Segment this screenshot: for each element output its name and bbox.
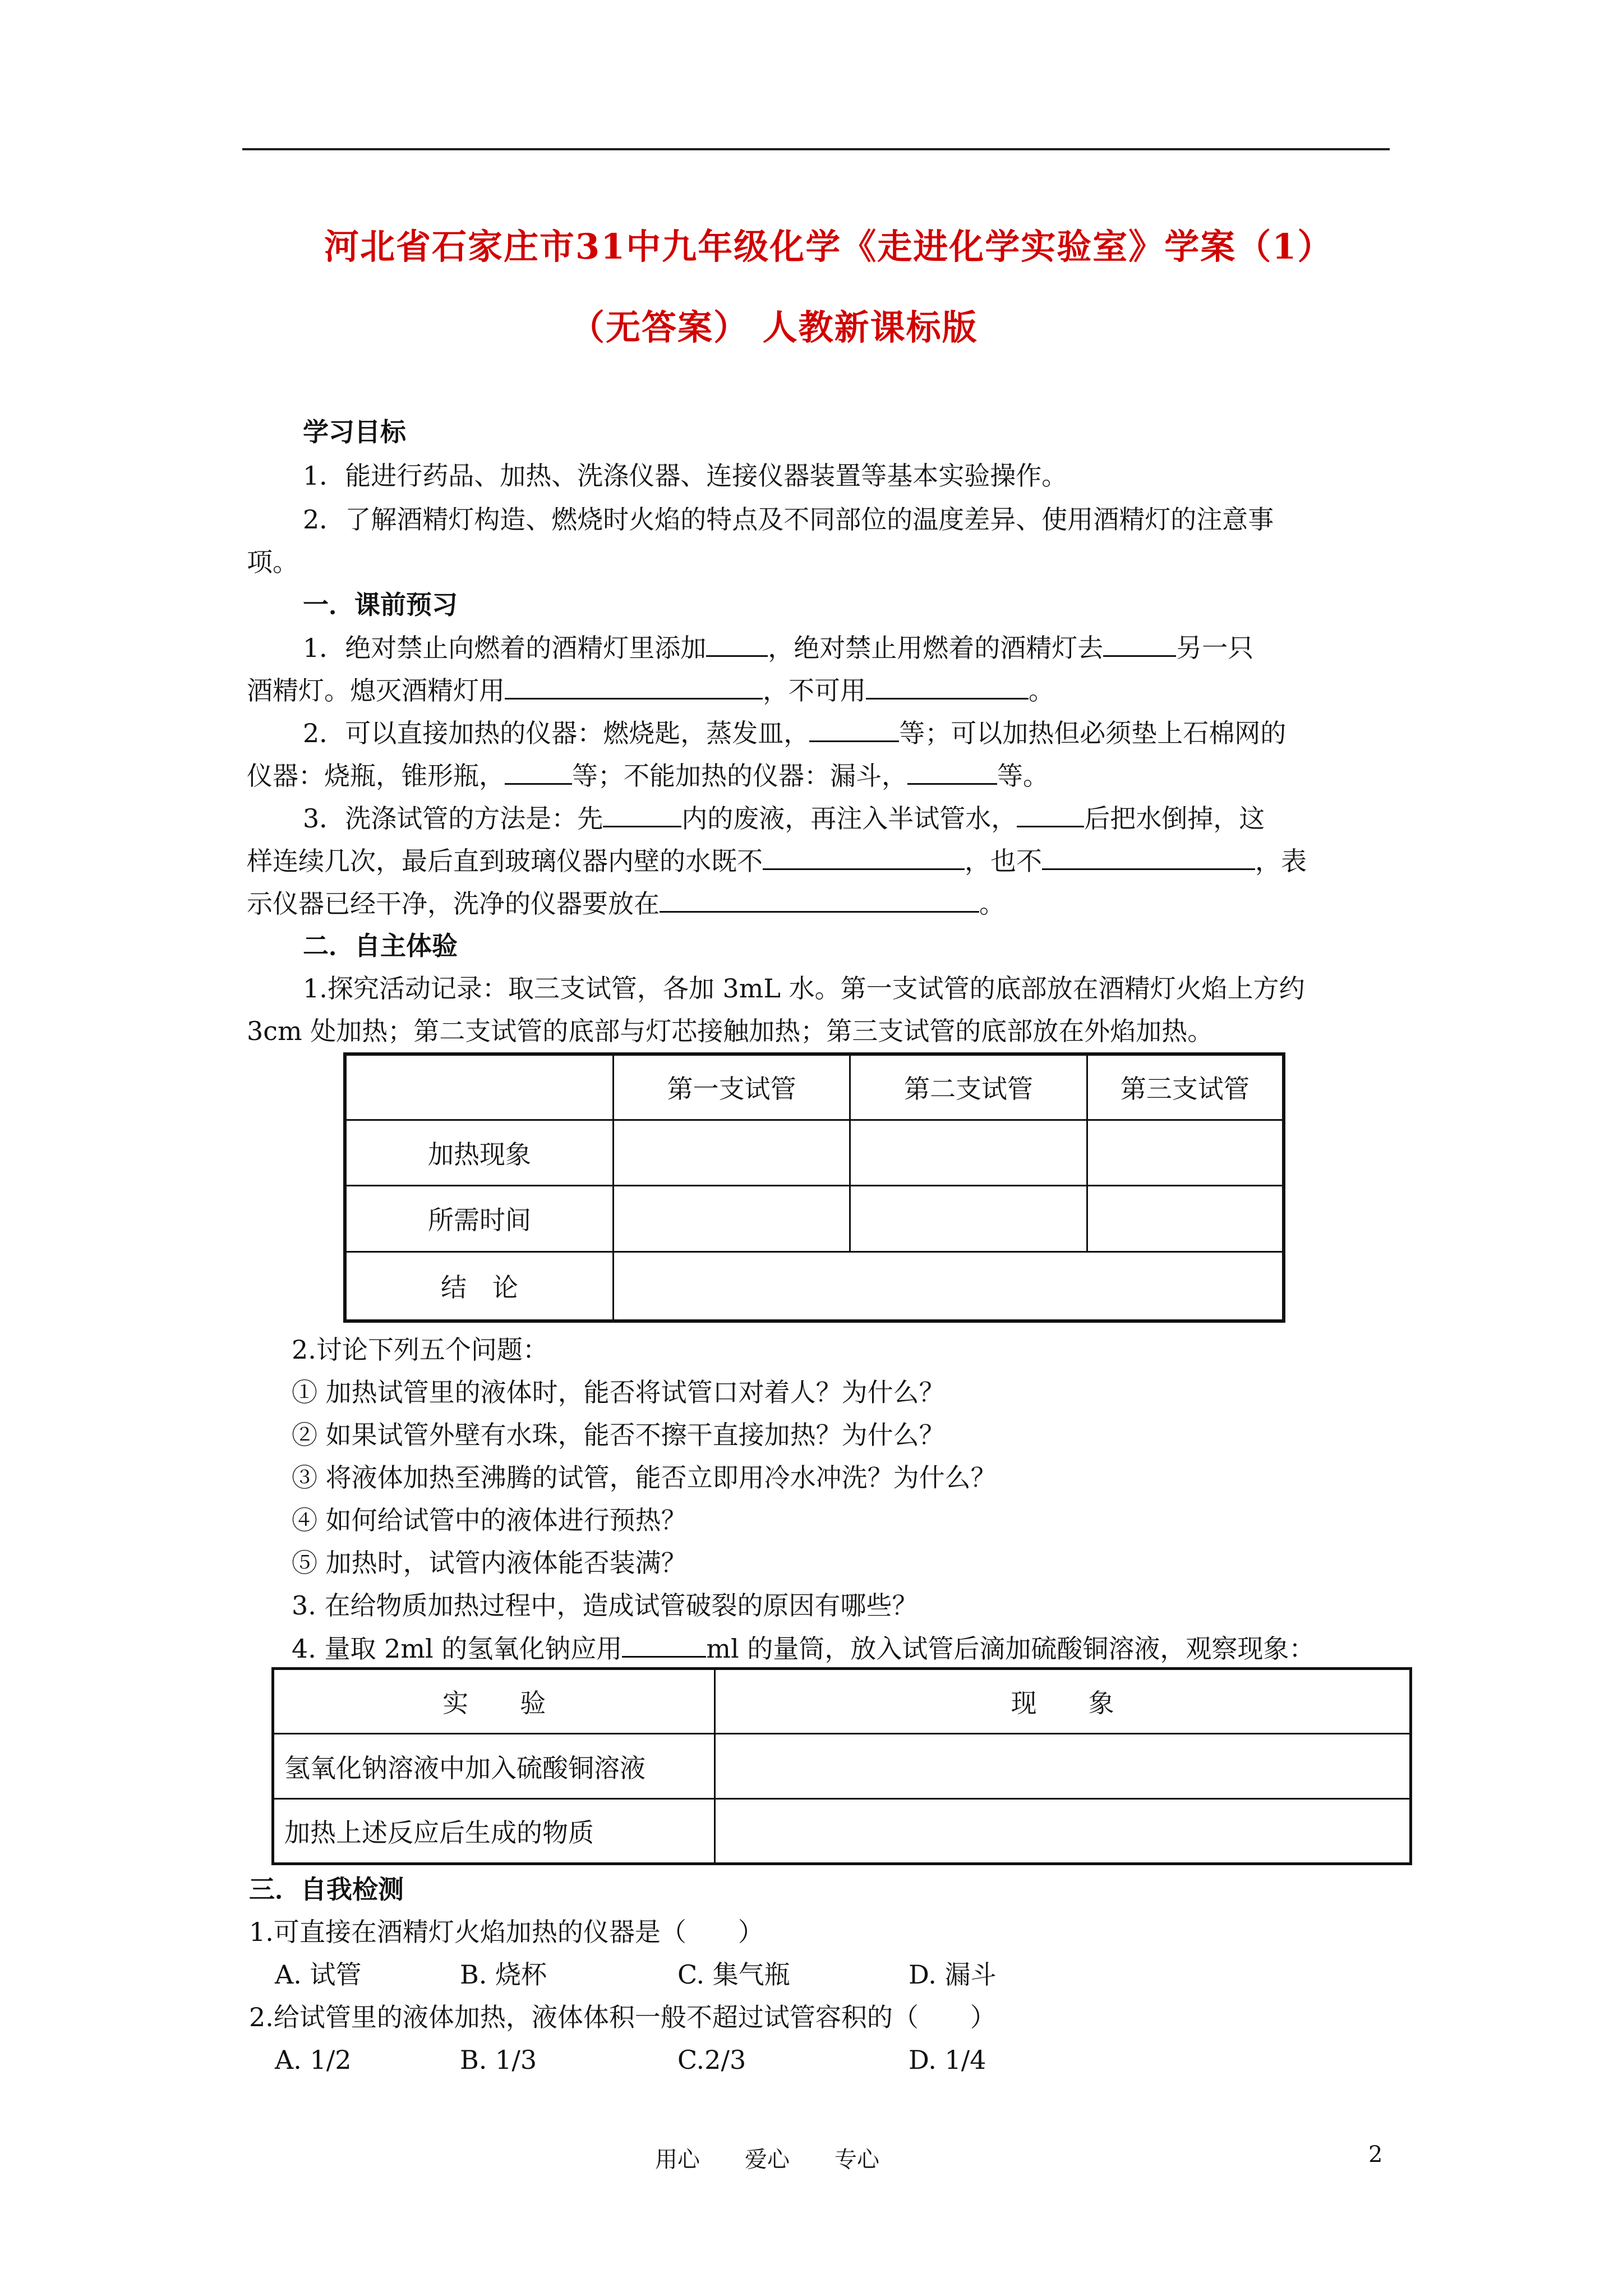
blank: [1017, 801, 1084, 827]
objective-2: 2．了解酒精灯构造、燃烧时火焰的特点及不同部位的温度差异、使用酒精灯的注意事: [303, 504, 1274, 535]
blank: [505, 673, 763, 700]
q2-option-d: D. 1/4: [909, 2045, 986, 2075]
table-cell: [715, 1734, 1411, 1799]
blank: [1042, 844, 1255, 870]
selftest-q2: 2.给试管里的液体加热，液体体积一般不超过试管容积的（ ）: [249, 2002, 996, 2032]
page-title-line1: 河北省石家庄市31中九年级化学《走进化学实验室》学案（1）: [324, 226, 1334, 267]
heating-record-table: [343, 1052, 1285, 1323]
preview-q2-line2: 仪器：烧瓶，锥形瓶， 等；不能加热的仪器：漏斗， 等。: [247, 758, 1049, 793]
table-row: [273, 1734, 1411, 1799]
blank: [809, 716, 899, 742]
preview-heading: 一．课前预习: [303, 590, 458, 620]
row-label: 加热上述反应后生成的物质: [273, 1799, 715, 1864]
blank: [603, 801, 681, 827]
blank: [866, 673, 1029, 700]
q1-option-b: B. 烧杯: [460, 1959, 547, 1990]
page-title-line2: （无答案） 人教新课标版: [570, 307, 978, 348]
blank: [505, 758, 572, 785]
table-cell: [613, 1120, 850, 1185]
table-row: [345, 1185, 1284, 1251]
table-cell: [613, 1251, 1284, 1321]
row-label: 结 论: [345, 1251, 613, 1321]
q1-option-c: C. 集气瓶: [677, 1959, 790, 1990]
objective-2-cont: 项。: [247, 547, 298, 577]
table-cell: [1087, 1185, 1284, 1251]
objectives-heading: 学习目标: [303, 417, 406, 447]
q2-option-b: B. 1/3: [460, 2045, 537, 2075]
blank: [706, 631, 768, 657]
table-row: [345, 1120, 1284, 1185]
q2-option-a: A. 1/2: [275, 2045, 352, 2075]
blank: [660, 886, 979, 913]
row-label: 所需时间: [345, 1185, 613, 1251]
table-header-row: [273, 1669, 1411, 1734]
blank: [907, 758, 997, 785]
table-header-row: [345, 1054, 1284, 1120]
q1-option-d: D. 漏斗: [909, 1959, 997, 1990]
preview-q1-line2: 酒精灯。熄灭酒精灯用 ，不可用 。: [247, 673, 1054, 707]
selftest-heading: 三．自我检测: [249, 1874, 404, 1904]
page-number: 2: [1368, 2142, 1383, 2168]
table-header-cell: [345, 1054, 613, 1120]
row-label: 加热现象: [345, 1120, 613, 1185]
table-row: [273, 1799, 1411, 1864]
preview-q3-line1: 3．洗涤试管的方法是：先 内的废液，再注入半试管水， 后把水倒掉，这: [303, 801, 1265, 835]
table-header-cell: 现 象: [715, 1669, 1411, 1734]
table-header-cell: 实 验: [273, 1669, 715, 1734]
preview-q3-line3: 示仪器已经干净，洗净的仪器要放在 。: [247, 886, 1005, 921]
blank: [763, 844, 965, 870]
preview-q1-line1: 1．绝对禁止向燃着的酒精灯里添加 ，绝对禁止用燃着的酒精灯去 另一只: [303, 631, 1253, 665]
question-3: 3. 在给物质加热过程中，造成试管破裂的原因有哪些？: [292, 1590, 918, 1621]
experience-heading: 二．自主体验: [303, 931, 458, 961]
blank: [622, 1631, 706, 1658]
q2-option-c: C.2/3: [677, 2045, 746, 2075]
q1-option-a: A. 试管: [275, 1959, 362, 1990]
objective-1: 1．能进行药品、加热、洗涤仪器、连接仪器装置等基本实验操作。: [303, 461, 1068, 491]
table-header-cell: 第一支试管: [613, 1054, 850, 1120]
table-row: [345, 1251, 1284, 1321]
discuss-item-5: ⑤ 加热时，试管内液体能否装满？: [292, 1548, 687, 1578]
discuss-item-4: ④ 如何给试管中的液体进行预热？: [292, 1505, 687, 1535]
table-cell: [850, 1120, 1087, 1185]
preview-q2-line1: 2．可以直接加热的仪器：燃烧匙，蒸发皿， 等；可以加热但必须垫上石棉网的: [303, 716, 1286, 750]
table-header-cell: 第三支试管: [1087, 1054, 1284, 1120]
activity-line2: 3cm 处加热；第二支试管的底部与灯芯接触加热；第三支试管的底部放在外焰加热。: [247, 1016, 1214, 1046]
discuss-item-2: ② 如果试管外壁有水珠，能否不擦干直接加热？为什么？: [292, 1420, 945, 1450]
table-cell: [715, 1799, 1411, 1864]
question-4: 4. 量取 2ml 的氢氧化钠应用 ml 的量筒，放入试管后滴加硫酸铜溶液，观察现象：: [292, 1631, 1315, 1665]
discuss-item-3: ③ 将液体加热至沸腾的试管，能否立即用冷水冲洗？为什么？: [292, 1462, 997, 1493]
row-label: 氢氧化钠溶液中加入硫酸铜溶液: [273, 1734, 715, 1799]
selftest-q1: 1.可直接在酒精灯火焰加热的仪器是（ ）: [249, 1917, 764, 1947]
table-cell: [850, 1185, 1087, 1251]
discuss-item-1: ① 加热试管里的液体时，能否将试管口对着人？为什么？: [292, 1377, 945, 1407]
table-cell: [613, 1185, 850, 1251]
blank: [1103, 631, 1176, 657]
activity-line1: 1.探究活动记录：取三支试管，各加 3mL 水。第一支试管的底部放在酒精灯火焰上方约: [303, 973, 1305, 1004]
table-cell: [1087, 1120, 1284, 1185]
table-header-cell: 第二支试管: [850, 1054, 1087, 1120]
discuss-heading: 2.讨论下列五个问题：: [292, 1335, 548, 1365]
reaction-table: [271, 1667, 1412, 1865]
header-rule: [242, 148, 1390, 150]
footer-motto: 用心 爱心 专心: [655, 2147, 879, 2173]
preview-q3-line2: 样连续几次，最后直到玻璃仪器内壁的水既不 ，也不 ，表: [247, 844, 1307, 878]
